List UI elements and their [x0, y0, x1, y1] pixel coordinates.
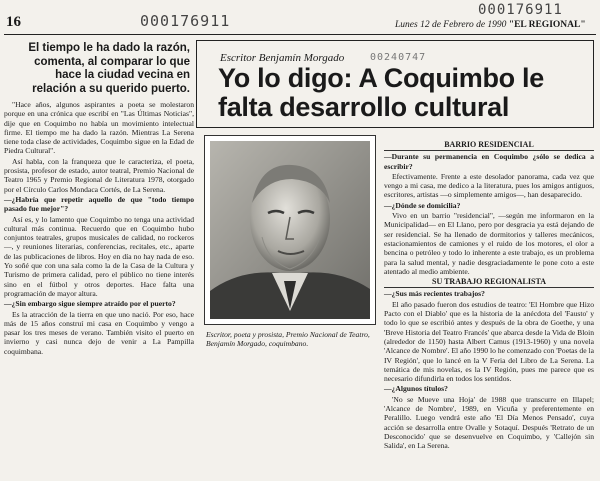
photo-caption: Escritor, poeta y prosista, Premio Nacional de Teatro, Benjamín Morgado, coquimbano.: [206, 330, 370, 349]
date-label: Lunes 12 de Febrero de 1990: [395, 20, 507, 30]
byline: Escritor Benjamín Morgado: [220, 52, 345, 64]
page-number: 16: [6, 14, 21, 30]
headline: Yo lo digo: A Coquimbo le falta desarrollo cultural: [218, 63, 544, 122]
body-paragraph: 'No se Mueve una Hoja' de 1988 que transcurre en Illapel; 'Alcance de Nombre', 1989, en Vicuña y preferentemente en Peralillo. Luego vendrá este año 'El Día Menos Pensado', cuya acción se desarrolla entre Ovalle y Sotaquí. Después 'Retrato de un Desconocido' que se desenvuelve en Coquimbo, y 'Callejón sin Salida', en La Serena.: [384, 394, 594, 451]
body-paragraph: El año pasado fueron dos estudios de teatro: 'El Hombre que Hizo Pacto con el Diablo' que es la historia de la anécdota del 'Fausto' y todo lo que se escribió antes y después de la obra de Goethe, y una 'Breve Historia del Teatro Francés' que abarca desde la Vida de Bloin (alrededor de 1150) hasta Albert Camus (1913-1960) y una novela 'Alcance de Nombre'. El año 1990 lo he comenzado con 'Poetas de la IV Región', que lo lancé en la V Feria del Libro de La Serena. La temática de mis novelas, es la IV Región, pues me parece que es necesario difundirla en todos los sentidos.: [384, 299, 595, 384]
handwritten-archive-code-top: 000176911: [478, 2, 563, 18]
body-paragraph: Es la atracción de la tierra en que uno nació. Por eso, hace más de 15 años construí mi casa en Coquimbo y vengo a pasar los tres meses de verano. También visito el puerto en invierno y casi nunca dejo de venir a La Pampilla coquimbana.: [4, 309, 194, 356]
interview-question: —¿Algunos títulos?: [384, 384, 448, 394]
section-subhead: SU TRABAJO REGIONALISTA: [384, 277, 594, 288]
author-portrait-photo: [210, 141, 370, 319]
interview-question: —¿Sus más recientes trabajos?: [384, 289, 485, 299]
dateline: [395, 20, 586, 30]
interview-question: —Durante su permanencia en Coquimbo ¿sólo se dedica a escribir?: [384, 152, 594, 171]
header-rule: [4, 34, 596, 35]
interview-question: —¿Habría que repetir aquello de que "todo tiempo pasado fue mejor"?: [4, 194, 194, 214]
handwritten-archive-code: 000176911: [140, 12, 231, 30]
right-column: [384, 140, 594, 452]
body-paragraph: "Hace años, algunos aspirantes a poeta se molestaron porque en una crónica que escribí en "Las Últimas Noticias", dije que en Coquimbo no había un movimiento intelectual firme. El tiempo me ha dado la razón. Mientras La Serena tiene toda clase de actividades, Coquimbo sigue en la Edad de Piedra Cultural".: [4, 100, 194, 156]
body-paragraph: Así habla, con la franqueza que le caracteriza, el poeta, prosista, profesor de estado, autor teatral, Premio Nacional de Teatro 1965 y Premio Regional de Literatura 1978, otorgado por el Círculo Carlos Mondaca Cortés, de La Serena.: [4, 156, 194, 194]
newspaper-name: "EL REGIONAL": [508, 20, 586, 30]
body-paragraph: Vivo en un barrio "residencial", —según me informaron en la Municipalidad— en El Llano, pero por desgracia ya está dejando de ser residencial. Se ha llenado de dormitorios y talleres mecánicos, estacionamientos de camiones y el ruido de los motores, el olor a bencina o petróleo y todo lo inherente a este trabajo, es un problema para la salud mental, y nadie desgraciadamente le pone coto a este atentado al medio ambiente.: [384, 211, 594, 276]
portrait-image: [210, 141, 370, 319]
body-paragraph: Efectivamente. Frente a este desolador panorama, cada vez que vengo a mi casa, me dedico a la literatura, pues los amigos antiguos, escritores, artistas —o simplemente amigos—, han desaparecido.: [384, 171, 594, 200]
left-column: [4, 100, 194, 357]
body-paragraph: Así es, y lo lamento que Coquimbo no tenga una actividad cultural más continua. Recuerdo que en Coquimbo hubo conjuntos teatrales, grupos musicales de calidad, no rockeros—, y reuniones literarias, conferencias, recitales, etc., aparte de las publicaciones de libros. Hoy en día no hay nada de eso. Yo soñé que con una sala como la de la Casa de la Cultura y Turismo de primera calidad, pero el público no tiene interés sino en el fútbol y otros deportes. Hace falta una programación de mayor altura.: [4, 214, 194, 298]
interview-question: —¿Sin embargo sigue siempre atraído por el puerto?: [4, 299, 176, 309]
handwritten-archive-code-small: 00240747: [370, 52, 427, 63]
section-subhead: BARRIO RESIDENCIAL: [384, 140, 594, 151]
interview-question: —¿Dónde se domicilia?: [384, 200, 461, 210]
lead-quote: El tiempo le ha dado la razón, comenta, al comparar lo que hace la ciudad vecina en relación a su querido puerto.: [28, 42, 190, 95]
